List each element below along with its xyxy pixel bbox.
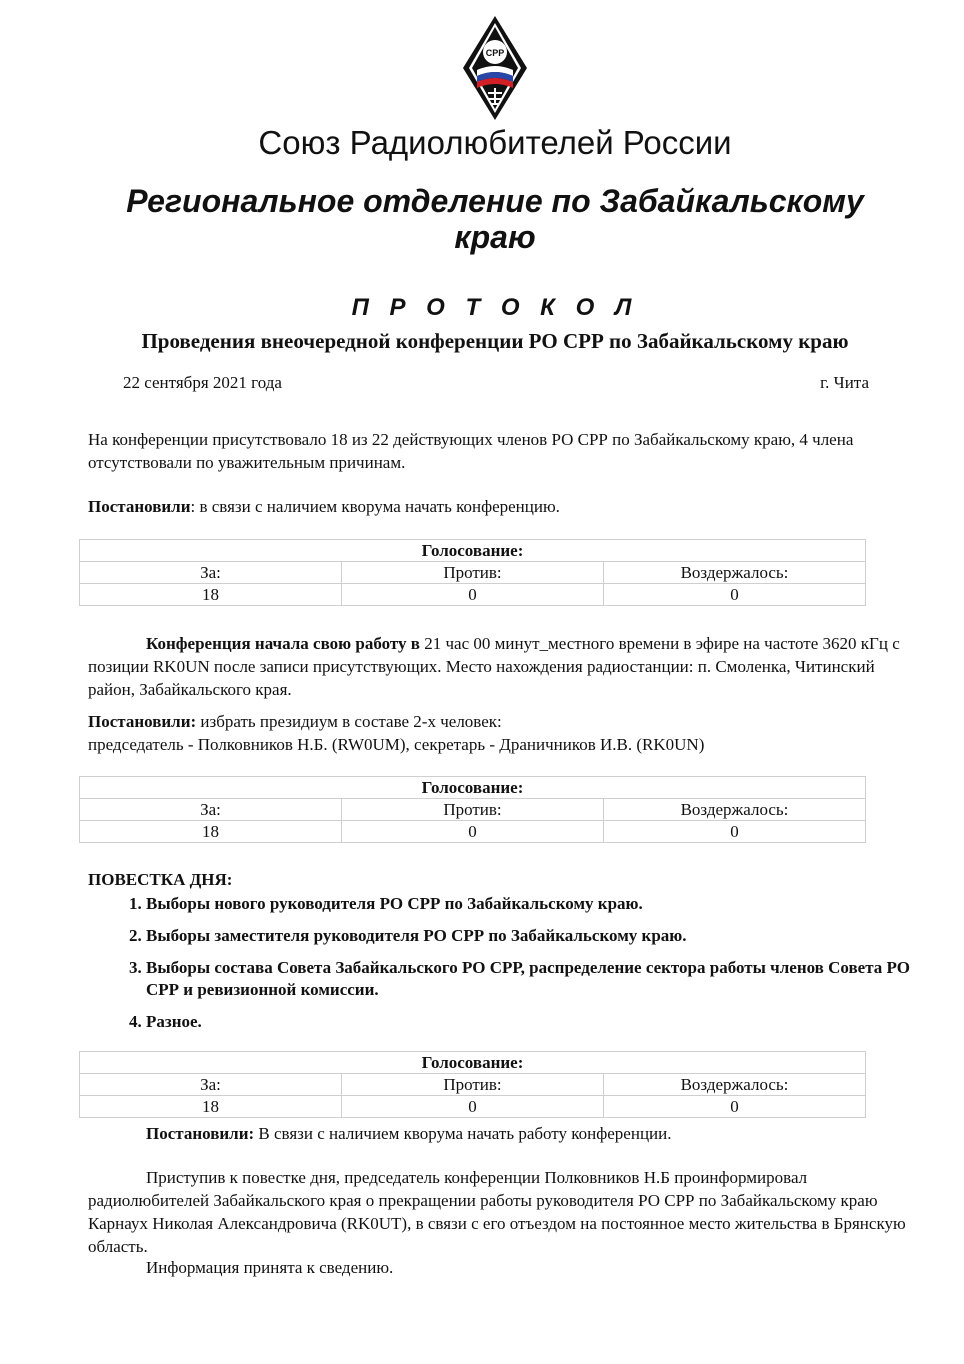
agenda-title: ПОВЕСТКА ДНЯ: <box>88 870 233 889</box>
vote-for-header: За: <box>80 799 342 821</box>
conference-start-text: 21 час 00 минут_местного времени в эфире на частоте 3620 кГц с позиции RK0UN после записи присутствующих. Место нахождения радиостанции: п. Смоленка, Читинский район, Забайкальского края. <box>88 634 900 699</box>
vote-table-3 <box>79 1051 866 1118</box>
resolution-label: Постановили: <box>146 1124 255 1143</box>
presidium-line: председатель - Полковников Н.Б. (RW0UM), секретарь - Драничников И.В. (RK0UN) <box>88 735 705 754</box>
radio-amateur-union-logo <box>461 14 529 122</box>
resolution-3 <box>146 1122 926 1145</box>
vote-table-1 <box>79 539 866 606</box>
agenda-list <box>88 893 946 1043</box>
vote-abstain-header: Воздержалось: <box>604 562 866 584</box>
protocol-subtitle: Проведения внеочередной конференции РО СРР по Забайкальскому краю <box>141 329 849 353</box>
vote-abstain-count: 0 <box>604 821 866 843</box>
agenda-item: 3. Выборы состава Совета Забайкальского РО СРР, распределение сектора работы членов Совета РО СРР и ревизионной комиссии. <box>146 957 946 1001</box>
document-city: г. Чита <box>820 373 869 392</box>
vote-title: Голосование: <box>80 777 866 799</box>
resolution-text: В связи с наличием кворума начать работу конференции. <box>254 1124 672 1143</box>
conference-start-paragraph <box>88 632 918 701</box>
resolution-2 <box>88 710 918 756</box>
resolution-label: Постановили: <box>88 712 197 731</box>
region-title: Региональное отделение по Забайкальскому краю <box>126 183 864 255</box>
resolution-1 <box>88 495 918 518</box>
vote-against-header: Против: <box>342 562 604 584</box>
conference-start-bold: Конференция начала свою работу в <box>146 634 420 653</box>
document-date: 22 сентября 2021 года <box>123 373 282 392</box>
vote-abstain-count: 0 <box>604 584 866 606</box>
agenda-item: 1. Выборы нового руководителя РО СРР по Забайкальскому краю. <box>146 893 946 915</box>
vote-title: Голосование: <box>80 1052 866 1074</box>
logo-letters: СРР <box>485 48 505 58</box>
vote-against-count: 0 <box>342 821 604 843</box>
vote-for-header: За: <box>80 562 342 584</box>
resolution-text: : в связи с наличием кворума начать конференцию. <box>190 497 560 516</box>
vote-against-count: 0 <box>342 584 604 606</box>
agenda-item: 4. Разное. <box>146 1011 946 1033</box>
vote-against-header: Против: <box>342 1074 604 1096</box>
vote-abstain-count: 0 <box>604 1096 866 1118</box>
final-paragraph: Приступив к повестке дня, председатель конференции Полковников Н.Б проинформировал радиолюбителей Забайкальского края о прекращении работы руководителя РО СРР по Забайкальскому краю Карнаух Николая Александровича (RK0UT), в связи с его отъездом на постоянное место жительства в Брянскую область. <box>88 1168 906 1256</box>
info-accepted: Информация принята к сведению. <box>146 1258 394 1277</box>
attendance-paragraph: На конференции присутствовало 18 из 22 действующих членов РО СРР по Забайкальскому краю, 4 члена отсутствовали по уважительным причинам. <box>88 430 854 472</box>
vote-for-count: 18 <box>80 584 342 606</box>
vote-for-count: 18 <box>80 821 342 843</box>
vote-against-header: Против: <box>342 799 604 821</box>
vote-for-header: За: <box>80 1074 342 1096</box>
organization-title: Союз Радиолюбителей России <box>258 124 732 161</box>
vote-table-2 <box>79 776 866 843</box>
resolution-label: Постановили <box>88 497 191 516</box>
agenda-item: 2. Выборы заместителя руководителя РО СРР по Забайкальскому краю. <box>146 925 946 947</box>
vote-for-count: 18 <box>80 1096 342 1118</box>
vote-title: Голосование: <box>80 540 866 562</box>
vote-abstain-header: Воздержалось: <box>604 799 866 821</box>
protocol-heading: П Р О Т О К О Л <box>351 294 639 321</box>
resolution-text: избрать президиум в составе 2-х человек: <box>196 712 502 731</box>
vote-against-count: 0 <box>342 1096 604 1118</box>
vote-abstain-header: Воздержалось: <box>604 1074 866 1096</box>
